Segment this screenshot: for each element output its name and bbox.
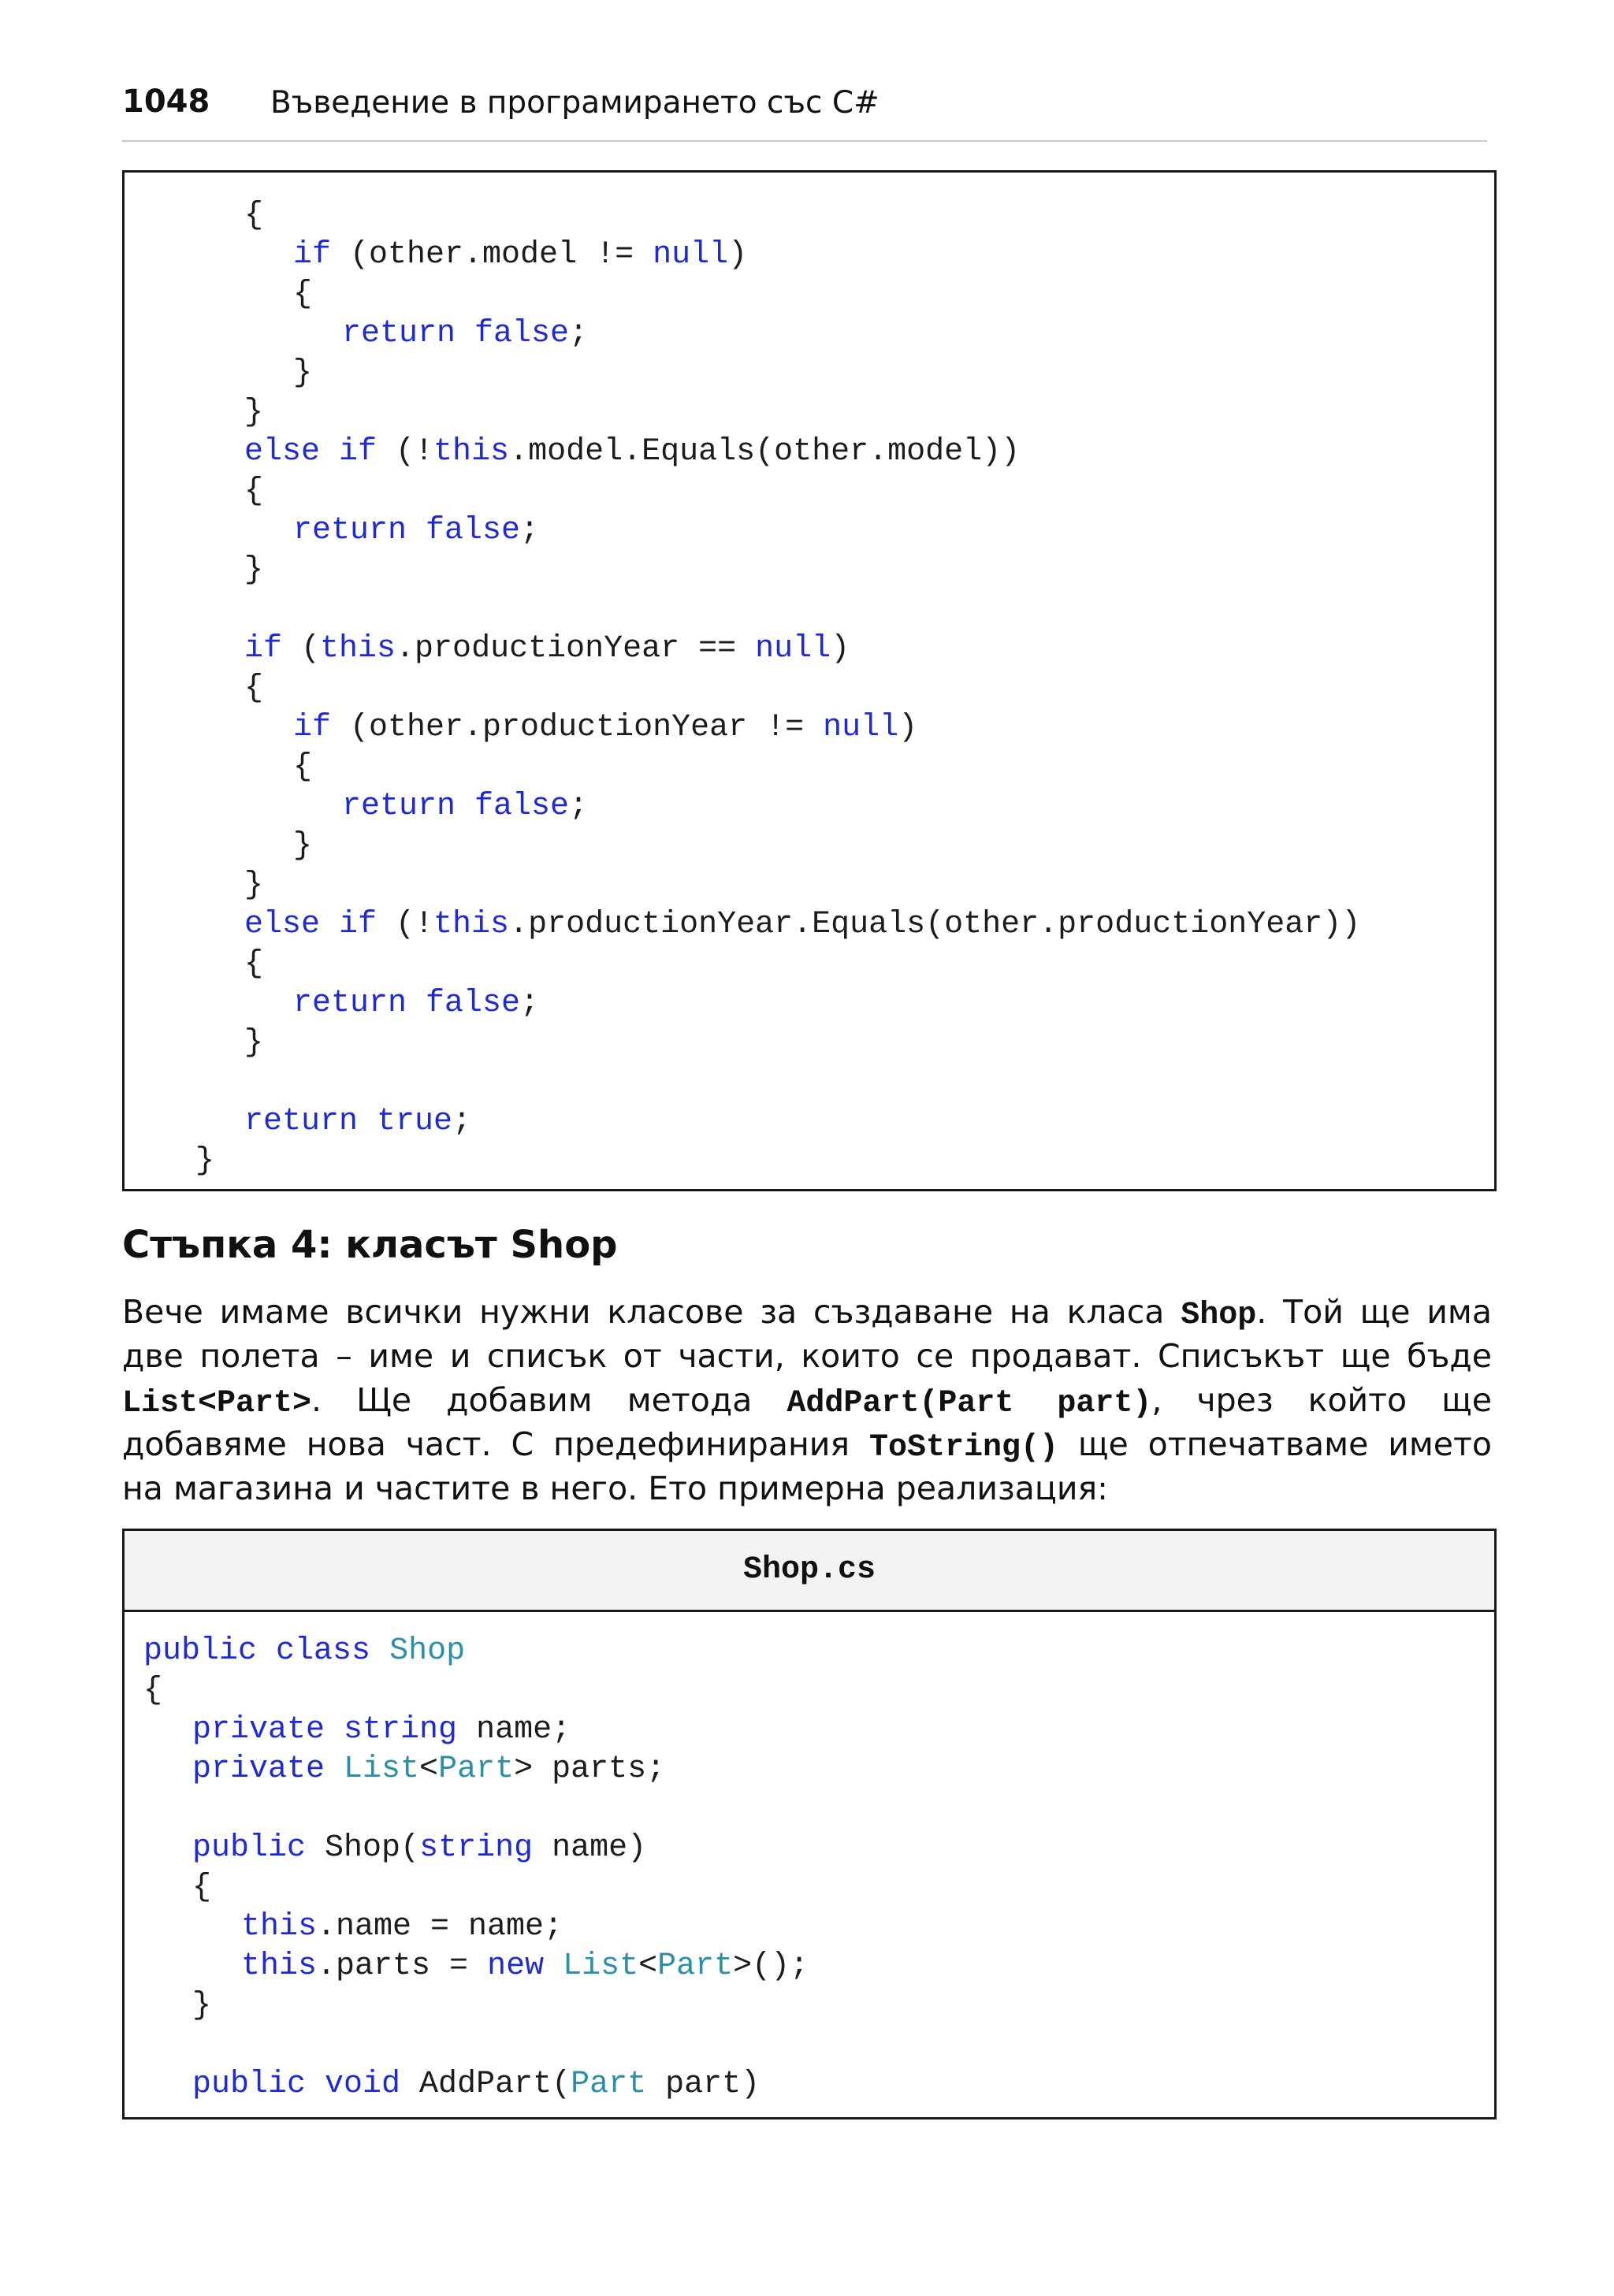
paragraph-text: Вече имаме всички нужни класове за създаване на класа xyxy=(122,1293,1181,1331)
code-text: } xyxy=(195,1143,215,1179)
code-block-shop xyxy=(122,1529,1497,2120)
code-line xyxy=(244,630,850,669)
code-line xyxy=(244,551,263,590)
code-text: ) xyxy=(728,237,748,273)
code-text: > parts; xyxy=(514,1752,666,1787)
code-line xyxy=(244,472,263,511)
code-keyword: else if xyxy=(244,907,377,942)
code-text: { xyxy=(244,474,264,509)
code-text: part) xyxy=(646,2067,761,2102)
code-text: ; xyxy=(520,513,540,548)
code-keyword: if xyxy=(293,237,332,273)
code-line xyxy=(192,1829,646,1868)
page-number: 1048 xyxy=(122,84,210,120)
code-keyword: this xyxy=(320,631,396,667)
code-keyword: else if xyxy=(244,434,377,470)
code-line xyxy=(293,275,312,314)
code-line xyxy=(192,1750,665,1789)
code-line xyxy=(244,1024,263,1063)
code-text: { xyxy=(244,671,264,706)
code-line xyxy=(342,787,588,827)
code-type: Part xyxy=(571,2067,647,2102)
code-type: Part xyxy=(438,1752,515,1787)
code-type: List xyxy=(344,1752,420,1787)
code-text: { xyxy=(293,277,313,312)
code-keyword: if xyxy=(293,710,332,745)
code-text: { xyxy=(143,1673,163,1708)
code-line xyxy=(143,1632,465,1671)
code-block-equals xyxy=(122,170,1497,1191)
inline-code: ToString() xyxy=(868,1430,1059,1466)
code-line xyxy=(143,1671,162,1711)
code-text: ; xyxy=(569,316,589,351)
paragraph-line xyxy=(122,1378,1492,1422)
code-text: } xyxy=(192,1988,212,2023)
code-line xyxy=(342,314,588,354)
code-line xyxy=(293,236,747,275)
paragraph-line xyxy=(122,1290,1492,1334)
code-text: name) xyxy=(533,1830,647,1866)
paragraph-text: на магазина и частите в него. Ето примерна реализация: xyxy=(122,1469,1108,1507)
code-file-name: Shop.cs xyxy=(125,1531,1494,1612)
code-line xyxy=(192,1868,211,1908)
page-header xyxy=(122,77,1487,142)
code-type: List xyxy=(563,1949,639,1984)
code-line xyxy=(244,905,1360,945)
code-keyword: null xyxy=(653,237,729,273)
code-line xyxy=(195,1142,214,1181)
book-title: Въведение в програмирането със C# xyxy=(270,85,880,121)
code-text: >(); xyxy=(733,1949,809,1984)
code-keyword: this xyxy=(433,434,510,470)
code-text: } xyxy=(244,395,264,430)
code-line xyxy=(293,511,539,551)
code-line xyxy=(244,196,263,236)
code-keyword: string xyxy=(419,1830,534,1866)
paragraph-line xyxy=(122,1422,1492,1466)
paragraph-text: две полета – име и списък от части, които се продават. Списъкът ще бъде xyxy=(122,1337,1492,1375)
code-keyword: return false xyxy=(342,789,570,824)
code-text: .parts = xyxy=(317,1949,488,1984)
code-keyword: if xyxy=(244,631,283,667)
code-text: (other.productionYear != xyxy=(331,710,824,745)
code-text: .model.Equals(other.model)) xyxy=(509,434,1021,470)
inline-code: List<Part> xyxy=(122,1386,312,1421)
code-line xyxy=(192,1711,571,1750)
code-line xyxy=(293,984,539,1024)
paragraph-line xyxy=(122,1334,1492,1378)
code-keyword: this xyxy=(241,1909,318,1945)
code-line xyxy=(244,393,263,433)
code-text: ) xyxy=(898,710,918,745)
code-line xyxy=(192,1986,211,2026)
code-text: { xyxy=(244,946,264,982)
code-text: { xyxy=(244,198,264,233)
code-line xyxy=(241,1908,563,1947)
code-line xyxy=(293,708,917,748)
code-keyword: null xyxy=(823,710,899,745)
paragraph-text: . Ще добавим метода xyxy=(311,1381,787,1419)
paragraph-text: . Той ще има xyxy=(1256,1293,1492,1331)
code-text: } xyxy=(293,355,313,391)
code-text: name; xyxy=(457,1712,571,1748)
code-line xyxy=(192,2065,760,2105)
code-line xyxy=(244,945,263,984)
code-line xyxy=(244,866,263,905)
code-text: ; xyxy=(520,986,540,1021)
paragraph-text: , чрез който ще xyxy=(1151,1381,1492,1419)
code-text: { xyxy=(192,1870,212,1905)
code-text: } xyxy=(244,868,264,903)
inline-code: AddPart(Part part) xyxy=(787,1386,1152,1421)
code-type: Part xyxy=(657,1949,734,1984)
code-text: (! xyxy=(377,434,434,470)
code-text: } xyxy=(293,828,313,864)
code-text: ) xyxy=(831,631,850,667)
code-keyword: return false xyxy=(293,986,521,1021)
code-text: { xyxy=(293,749,313,785)
code-keyword: this xyxy=(433,907,510,942)
paragraph-text: ще отпечатваме името xyxy=(1058,1425,1492,1463)
code-line xyxy=(293,748,312,787)
code-keyword: this xyxy=(241,1949,318,1984)
code-text: } xyxy=(244,552,264,588)
code-keyword: public void xyxy=(192,2067,401,2102)
code-line xyxy=(244,669,263,708)
code-line xyxy=(293,827,312,866)
code-line xyxy=(244,1102,471,1142)
code-keyword: return false xyxy=(293,513,521,548)
code-keyword: private xyxy=(192,1752,344,1787)
code-keyword: private string xyxy=(192,1712,458,1748)
code-line xyxy=(241,1947,809,1986)
code-keyword: return true xyxy=(244,1104,453,1139)
code-text: AddPart( xyxy=(400,2067,571,2102)
code-text: ; xyxy=(452,1104,472,1139)
code-keyword: public class xyxy=(143,1633,390,1669)
paragraph-text: добавяме нова част. С предефинирания xyxy=(122,1425,869,1463)
code-keyword: new xyxy=(487,1949,563,1984)
code-text: ( xyxy=(282,631,321,667)
code-line xyxy=(293,354,312,393)
code-keyword: null xyxy=(755,631,831,667)
inline-code: Shop xyxy=(1181,1298,1257,1333)
code-line xyxy=(244,433,1020,472)
code-text: (other.model != xyxy=(331,237,653,273)
code-text: (! xyxy=(377,907,434,942)
code-keyword: return false xyxy=(342,316,570,351)
code-text: .productionYear.Equals(other.productionYear)) xyxy=(509,907,1361,942)
section-heading: Стъпка 4: класът Shop xyxy=(122,1223,618,1267)
code-text: ; xyxy=(569,789,589,824)
code-text: .productionYear == xyxy=(396,631,756,667)
code-text: Shop( xyxy=(306,1830,420,1866)
code-text: < xyxy=(638,1949,658,1984)
code-text: .name = name; xyxy=(317,1909,563,1945)
code-text: < xyxy=(419,1752,439,1787)
paragraph-line xyxy=(122,1466,1108,1510)
code-text: } xyxy=(244,1025,264,1061)
code-type: Shop xyxy=(389,1633,466,1669)
code-keyword: public xyxy=(192,1830,307,1866)
